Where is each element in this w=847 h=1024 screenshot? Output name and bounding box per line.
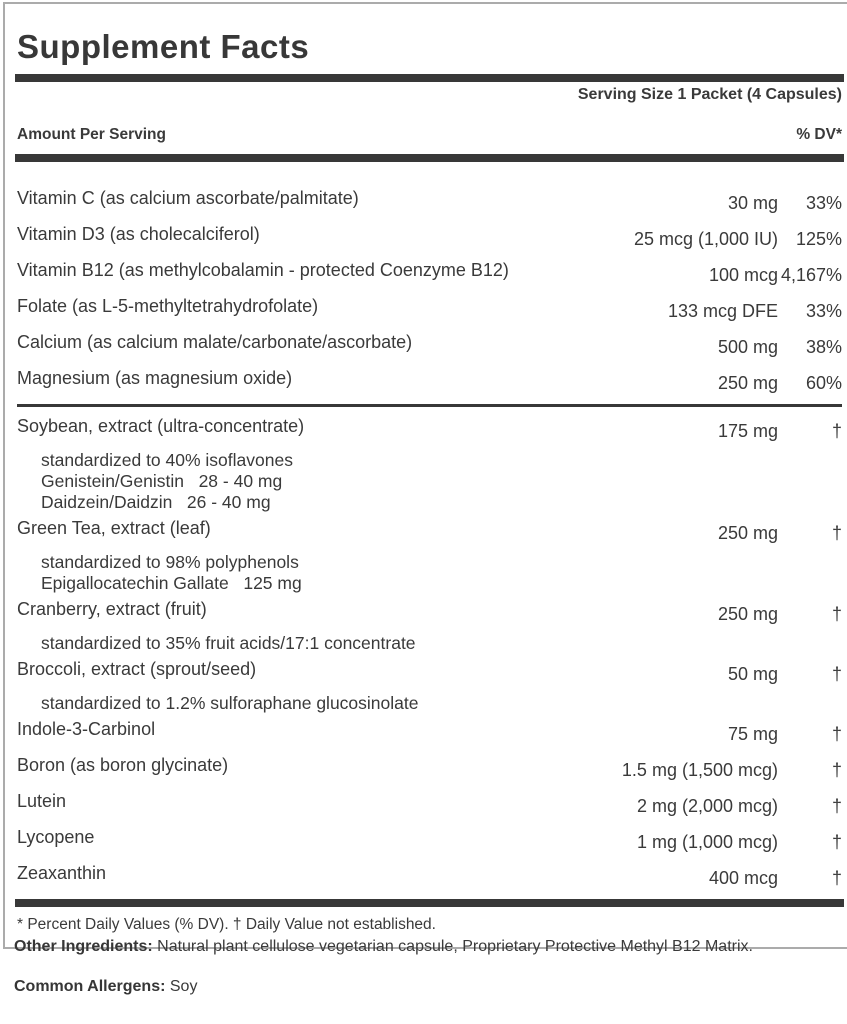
table-row [17,518,842,594]
ingredient-name: Soybean, extract (ultra-concentrate) [17,416,305,436]
other-ingredients [14,934,820,960]
ingredient-amount: 1.5 mg (1,500 mcg) [621,760,778,780]
sub-ingredient-line: standardized to 35% fruit acids/17:1 concentrate [41,633,416,653]
ingredient-amount: 250 mg [717,523,778,543]
common-allergens-text: Soy [165,978,198,995]
ingredient-dv: † [831,760,842,780]
label-extras [14,934,820,1014]
common-allergens-label: Common Allergens: [14,978,166,995]
table-row [17,827,842,852]
ingredient-amount: 2 mg (2,000 mcg) [636,796,778,816]
ingredient-name: Cranberry, extract (fruit) [17,599,207,619]
separator-bar-top [15,74,844,82]
ingredient-name: Folate (as L-5-methyltetrahydrofolate) [17,296,319,316]
ingredient-dv: 33% [805,193,842,213]
ingredient-dv: † [831,832,842,852]
ingredient-row [17,863,842,888]
ingredient-amount: 100 mcg [708,265,778,285]
table-row [17,599,842,654]
table-row [17,791,842,816]
ingredient-amount: 175 mg [717,421,778,441]
ingredient-row [17,518,842,543]
ingredient-table [15,162,844,888]
ingredient-name: Lutein [17,791,67,811]
table-row [17,863,842,888]
ingredient-row [17,332,842,357]
sub-ingredient-line: Epigallocatechin Gallate 125 mg [41,573,302,593]
table-row [17,719,842,744]
sub-ingredient-line: Daidzein/Daidzin 26 - 40 mg [41,492,271,512]
sub-ingredient-line: standardized to 40% isoflavones [41,450,293,470]
ingredient-name: Vitamin D3 (as cholecalciferol) [17,224,260,244]
ingredient-dv: † [831,796,842,816]
ingredient-amount: 1 mg (1,000 mcg) [636,832,778,852]
ingredient-name: Magnesium (as magnesium oxide) [17,368,293,388]
ingredient-dv: 60% [805,373,842,393]
ingredient-name: Boron (as boron glycinate) [17,755,229,775]
ingredient-name: Zeaxanthin [17,863,107,883]
ingredient-name: Vitamin B12 (as methylcobalamin - protected Coenzyme B12) [17,260,509,280]
ingredient-amount: 133 mcg DFE [667,301,778,321]
ingredient-amount: 250 mg [717,604,778,624]
ingredient-dv: 4,167% [780,265,842,285]
ingredient-name: Lycopene [17,827,95,847]
panel-title: Supplement Facts [17,28,310,65]
sub-ingredient-line: standardized to 1.2% sulforaphane glucosinolate [41,693,419,713]
footnote: * Percent Daily Values (% DV). † Daily Value not established. [17,916,436,933]
table-row [17,260,842,285]
ingredient-dv: 125% [795,229,842,249]
ingredient-row [17,827,842,852]
section-divider [17,404,842,407]
sub-ingredient-line: standardized to 98% polyphenols [41,552,299,572]
table-row [17,188,842,213]
table-row [17,755,842,780]
sub-ingredients [41,693,842,714]
ingredient-row [17,296,842,321]
ingredient-name: Indole-3-Carbinol [17,719,156,739]
serving-size: Serving Size 1 Packet (4 Capsules) [577,86,842,103]
common-allergens [14,974,820,1000]
sub-ingredients [41,633,842,654]
other-ingredients-text: Natural plant cellulose vegetarian capsule, Proprietary Protective Methyl B12 Matrix. [152,938,753,955]
table-row [17,416,842,513]
ingredient-row [17,260,842,285]
ingredient-row [17,659,842,684]
ingredient-dv: † [831,523,842,543]
ingredient-row [17,188,842,213]
sub-ingredients [41,450,842,513]
table-row [17,659,842,714]
other-ingredients-label: Other Ingredients: [14,938,153,955]
ingredient-row [17,719,842,744]
column-header-row [15,105,844,154]
ingredient-name: Vitamin C (as calcium ascorbate/palmitate) [17,188,359,208]
supplement-facts-panel [3,2,847,949]
table-row [17,296,842,321]
table-row [17,224,842,249]
column-header-dv: % DV* [796,126,842,143]
ingredient-dv: † [831,421,842,441]
separator-bar-footnote [15,899,844,907]
ingredient-amount: 25 mcg (1,000 IU) [633,229,778,249]
ingredient-dv: † [831,604,842,624]
ingredient-amount: 75 mg [727,724,778,744]
separator-bar-header [15,154,844,162]
ingredient-dv: † [831,868,842,888]
ingredient-name: Calcium (as calcium malate/carbonate/ascorbate) [17,332,413,352]
ingredient-dv: † [831,664,842,684]
ingredient-name: Green Tea, extract (leaf) [17,518,211,538]
ingredient-row [17,368,842,393]
column-header-amount: Amount Per Serving [17,126,166,143]
table-row [17,332,842,357]
ingredient-dv: 38% [805,337,842,357]
ingredient-amount: 250 mg [717,373,778,393]
ingredient-amount: 30 mg [727,193,778,213]
ingredient-dv: 33% [805,301,842,321]
table-row [17,368,842,393]
ingredient-amount: 500 mg [717,337,778,357]
ingredient-row [17,599,842,624]
ingredient-name: Broccoli, extract (sprout/seed) [17,659,257,679]
sub-ingredient-line: Genistein/Genistin 28 - 40 mg [41,471,283,491]
sub-ingredients [41,552,842,594]
ingredient-row [17,791,842,816]
ingredient-amount: 50 mg [727,664,778,684]
ingredient-row [17,755,842,780]
ingredient-amount: 400 mcg [708,868,778,888]
ingredient-row [17,224,842,249]
ingredient-row [17,416,842,441]
ingredient-dv: † [831,724,842,744]
